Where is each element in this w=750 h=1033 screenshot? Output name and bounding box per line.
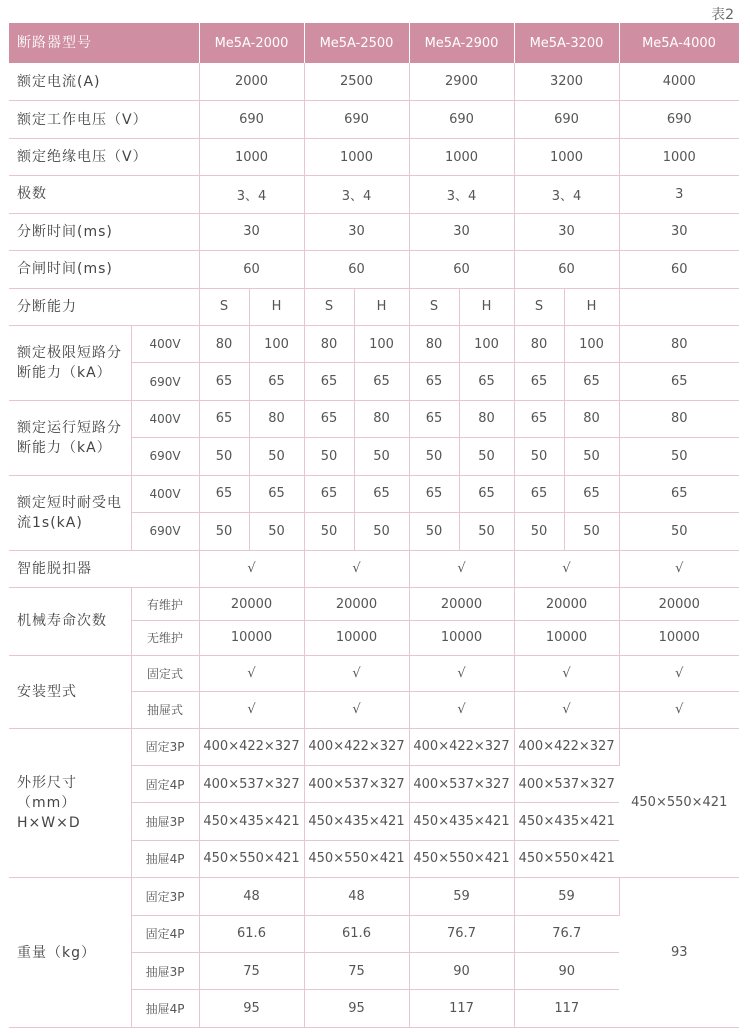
value-cell: 93 — [619, 878, 739, 1028]
value-cell: 400×422×327 — [199, 728, 304, 765]
group-label — [9, 655, 131, 728]
sub-label: 固定4P — [131, 765, 199, 802]
value-cell: √ — [619, 692, 739, 728]
value-cell: 450×550×421 — [304, 840, 409, 877]
voltage-label: 400V — [131, 475, 199, 512]
value-cell: 50 — [619, 438, 739, 475]
value-cell: 60 — [619, 251, 739, 288]
breaking-row — [9, 400, 739, 437]
header-row — [9, 23, 739, 63]
value-cell: 30 — [514, 213, 619, 250]
s-value: 65 — [304, 475, 354, 512]
h-value: 80 — [249, 400, 304, 437]
value-cell: 690 — [409, 101, 514, 138]
group-label-line: 安装型式 — [17, 683, 77, 700]
group-label-line: 机械寿命次数 — [17, 613, 107, 630]
spec-row — [9, 176, 739, 213]
value-cell: 400×537×327 — [199, 765, 304, 802]
value-cell: √ — [304, 692, 409, 728]
value-cell: 450×435×421 — [304, 803, 409, 840]
value-cell: 450×550×421 — [514, 840, 619, 877]
value-cell: 3、4 — [304, 176, 409, 213]
value-cell: 690 — [514, 101, 619, 138]
group-label: 额定短时耐受电流1s(kA) — [9, 475, 131, 550]
value-cell: 3200 — [514, 63, 619, 100]
h-value: 50 — [459, 513, 514, 550]
h-value: 100 — [249, 325, 304, 362]
value-cell: 1000 — [304, 138, 409, 175]
value-cell: 400×537×327 — [409, 765, 514, 802]
h-value: 65 — [564, 475, 619, 512]
s-rating-header: S — [199, 288, 249, 325]
value-cell: 20000 — [409, 587, 514, 620]
value-cell: 48 — [304, 878, 409, 915]
s-value: 65 — [514, 363, 564, 400]
h-value: 100 — [459, 325, 514, 362]
h-value: 50 — [354, 513, 409, 550]
h-rating-header: H — [459, 288, 514, 325]
s-value: 80 — [514, 325, 564, 362]
s-value: 65 — [199, 400, 249, 437]
h-value: 65 — [249, 475, 304, 512]
group-label-line: 外形尺寸（mm） — [17, 774, 77, 811]
model-name: Me5A-2500 — [304, 23, 409, 63]
s-value: 65 — [409, 475, 459, 512]
h-value: 65 — [354, 475, 409, 512]
value-cell: 450×550×421 — [409, 840, 514, 877]
sub-label: 有维护 — [131, 587, 199, 620]
value-cell: √ — [304, 655, 409, 691]
group-label-line: 重量（kg） — [17, 944, 96, 961]
h-value: 80 — [354, 400, 409, 437]
h-value: 80 — [564, 400, 619, 437]
value-cell: 30 — [304, 213, 409, 250]
value-cell: 2500 — [304, 63, 409, 100]
value-cell: 10000 — [199, 621, 304, 655]
voltage-label: 400V — [131, 325, 199, 362]
value-cell: 400×422×327 — [409, 728, 514, 765]
value-cell: 59 — [409, 878, 514, 915]
s-value: 65 — [199, 363, 249, 400]
s-rating-header: S — [304, 288, 354, 325]
s-value: 65 — [409, 363, 459, 400]
check-mark: √ — [514, 550, 619, 587]
spec-row — [9, 251, 739, 288]
breaking-capacity-row — [9, 288, 739, 325]
value-cell: 80 — [619, 400, 739, 437]
group-label — [9, 728, 131, 878]
value-cell: √ — [199, 692, 304, 728]
h-value: 50 — [249, 438, 304, 475]
value-cell: 2900 — [409, 63, 514, 100]
row-label: 极数 — [9, 176, 199, 213]
h-value: 65 — [564, 363, 619, 400]
value-cell: 76.7 — [409, 915, 514, 952]
value-cell: 10000 — [409, 621, 514, 655]
value-cell: 30 — [199, 213, 304, 250]
s-value: 65 — [199, 475, 249, 512]
s-value: 80 — [199, 325, 249, 362]
value-cell: 3、4 — [409, 176, 514, 213]
value-cell: 10000 — [619, 621, 739, 655]
table-caption: 表2 — [711, 7, 734, 23]
value-cell: 3、4 — [199, 176, 304, 213]
spec-row — [9, 63, 739, 100]
value-cell: √ — [619, 655, 739, 691]
sub-label: 固定3P — [131, 878, 199, 915]
value-cell: √ — [409, 655, 514, 691]
row-label: 额定电流(A) — [9, 63, 199, 100]
sub-label: 固定3P — [131, 728, 199, 765]
model-name: Me5A-4000 — [619, 23, 739, 63]
check-mark: √ — [304, 550, 409, 587]
value-cell: 450×435×421 — [409, 803, 514, 840]
header-label: 断路器型号 — [9, 23, 199, 63]
value-cell: 400×422×327 — [514, 728, 619, 765]
h-value: 50 — [459, 438, 514, 475]
breaking-row — [9, 325, 739, 362]
s-value: 50 — [199, 513, 249, 550]
value-cell: 90 — [409, 953, 514, 990]
s-value: 50 — [409, 438, 459, 475]
s-value: 50 — [304, 513, 354, 550]
value-cell: 450×435×421 — [514, 803, 619, 840]
breaking-row — [9, 475, 739, 512]
value-cell: 60 — [199, 251, 304, 288]
voltage-label: 690V — [131, 438, 199, 475]
value-cell: 690 — [199, 101, 304, 138]
h-value: 80 — [459, 400, 514, 437]
value-cell: 95 — [304, 990, 409, 1028]
spec-row — [9, 101, 739, 138]
s-value: 50 — [514, 513, 564, 550]
s-value: 50 — [304, 438, 354, 475]
s-value: 65 — [514, 400, 564, 437]
weight-row — [9, 878, 739, 915]
value-cell: 75 — [199, 953, 304, 990]
value-cell: 20000 — [514, 587, 619, 620]
s-rating-header: S — [409, 288, 459, 325]
sub-label: 固定4P — [131, 915, 199, 952]
h-value: 50 — [564, 438, 619, 475]
spec-row — [9, 138, 739, 175]
value-cell: 450×435×421 — [199, 803, 304, 840]
sub-label: 抽屉4P — [131, 840, 199, 877]
sub-label: 抽屉式 — [131, 692, 199, 728]
value-cell: 10000 — [304, 621, 409, 655]
sub-label: 固定式 — [131, 655, 199, 691]
value-cell: 1000 — [409, 138, 514, 175]
value-cell: 80 — [619, 325, 739, 362]
value-cell: 65 — [619, 363, 739, 400]
h-rating-header: H — [564, 288, 619, 325]
h-rating-header: H — [354, 288, 409, 325]
value-cell: 75 — [304, 953, 409, 990]
value-cell: 1000 — [619, 138, 739, 175]
value-cell: 4000 — [619, 63, 739, 100]
voltage-label: 690V — [131, 513, 199, 550]
value-cell: 60 — [409, 251, 514, 288]
h-value: 65 — [459, 363, 514, 400]
value-cell: 450×550×421 — [199, 840, 304, 877]
group-label — [9, 587, 131, 655]
h-value: 65 — [354, 363, 409, 400]
value-cell: 59 — [514, 878, 619, 915]
mech_life-row — [9, 587, 739, 620]
s-value: 50 — [514, 438, 564, 475]
group-label: 额定极限短路分断能力（kA） — [9, 325, 131, 400]
h-rating-header: H — [249, 288, 304, 325]
value-cell: 60 — [514, 251, 619, 288]
value-cell: 20000 — [619, 587, 739, 620]
row-label: 分断能力 — [9, 288, 199, 325]
value-cell: 450×550×421 — [619, 728, 739, 878]
h-value: 50 — [354, 438, 409, 475]
s-value: 50 — [409, 513, 459, 550]
value-cell: √ — [409, 692, 514, 728]
value-cell: 400×422×327 — [304, 728, 409, 765]
value-cell: √ — [199, 655, 304, 691]
trip-unit-row — [9, 550, 739, 587]
s-value: 80 — [304, 325, 354, 362]
h-value: 65 — [249, 363, 304, 400]
group-label-line: H×W×D — [17, 814, 81, 831]
value-cell: 690 — [619, 101, 739, 138]
value-cell: 400×537×327 — [514, 765, 619, 802]
voltage-label: 400V — [131, 400, 199, 437]
s-value: 65 — [409, 400, 459, 437]
sub-label: 无维护 — [131, 621, 199, 655]
value-cell: 95 — [199, 990, 304, 1028]
dimensions-row — [9, 728, 739, 765]
model-name: Me5A-3200 — [514, 23, 619, 63]
value-cell: 1000 — [199, 138, 304, 175]
row-label: 额定工作电压（V） — [9, 101, 199, 138]
model-name: Me5A-2900 — [409, 23, 514, 63]
value-cell: 117 — [514, 990, 619, 1028]
row-label: 智能脱扣器 — [9, 550, 199, 587]
group-label — [9, 878, 131, 1028]
value-cell: 60 — [304, 251, 409, 288]
value-cell: 61.6 — [199, 915, 304, 952]
value-cell: 10000 — [514, 621, 619, 655]
value-cell: 1000 — [514, 138, 619, 175]
value-cell: 61.6 — [304, 915, 409, 952]
value-cell: 76.7 — [514, 915, 619, 952]
h-value: 65 — [459, 475, 514, 512]
check-mark: √ — [619, 550, 739, 587]
value-cell: 50 — [619, 513, 739, 550]
h-value: 50 — [564, 513, 619, 550]
voltage-label: 690V — [131, 363, 199, 400]
s-value: 80 — [409, 325, 459, 362]
row-label: 分断时间(ms) — [9, 213, 199, 250]
s-value: 65 — [304, 400, 354, 437]
row-label: 合闸时间(ms) — [9, 251, 199, 288]
s-value: 50 — [199, 438, 249, 475]
spec-row — [9, 213, 739, 250]
s-value: 65 — [514, 475, 564, 512]
value-cell: 30 — [619, 213, 739, 250]
model-name: Me5A-2000 — [199, 23, 304, 63]
mounting-row — [9, 655, 739, 691]
value-cell: 20000 — [199, 587, 304, 620]
value-cell: 117 — [409, 990, 514, 1028]
value-cell: 2000 — [199, 63, 304, 100]
h-value: 50 — [249, 513, 304, 550]
value-cell: 65 — [619, 475, 739, 512]
value-cell: 20000 — [304, 587, 409, 620]
h-value: 100 — [354, 325, 409, 362]
value-cell: 30 — [409, 213, 514, 250]
value-cell: 90 — [514, 953, 619, 990]
value-cell: 3 — [619, 176, 739, 213]
value-cell: 3、4 — [514, 176, 619, 213]
check-mark: √ — [409, 550, 514, 587]
empty-cell — [619, 288, 739, 325]
s-value: 65 — [304, 363, 354, 400]
h-value: 100 — [564, 325, 619, 362]
row-label: 额定绝缘电压（V） — [9, 138, 199, 175]
check-mark: √ — [199, 550, 304, 587]
value-cell: 48 — [199, 878, 304, 915]
s-rating-header: S — [514, 288, 564, 325]
group-label: 额定运行短路分断能力（kA） — [9, 400, 131, 475]
value-cell: √ — [514, 655, 619, 691]
sub-label: 抽屉4P — [131, 990, 199, 1028]
spec-table — [9, 23, 740, 1028]
value-cell: 400×537×327 — [304, 765, 409, 802]
value-cell: 690 — [304, 101, 409, 138]
sub-label: 抽屉3P — [131, 803, 199, 840]
value-cell: √ — [514, 692, 619, 728]
sub-label: 抽屉3P — [131, 953, 199, 990]
